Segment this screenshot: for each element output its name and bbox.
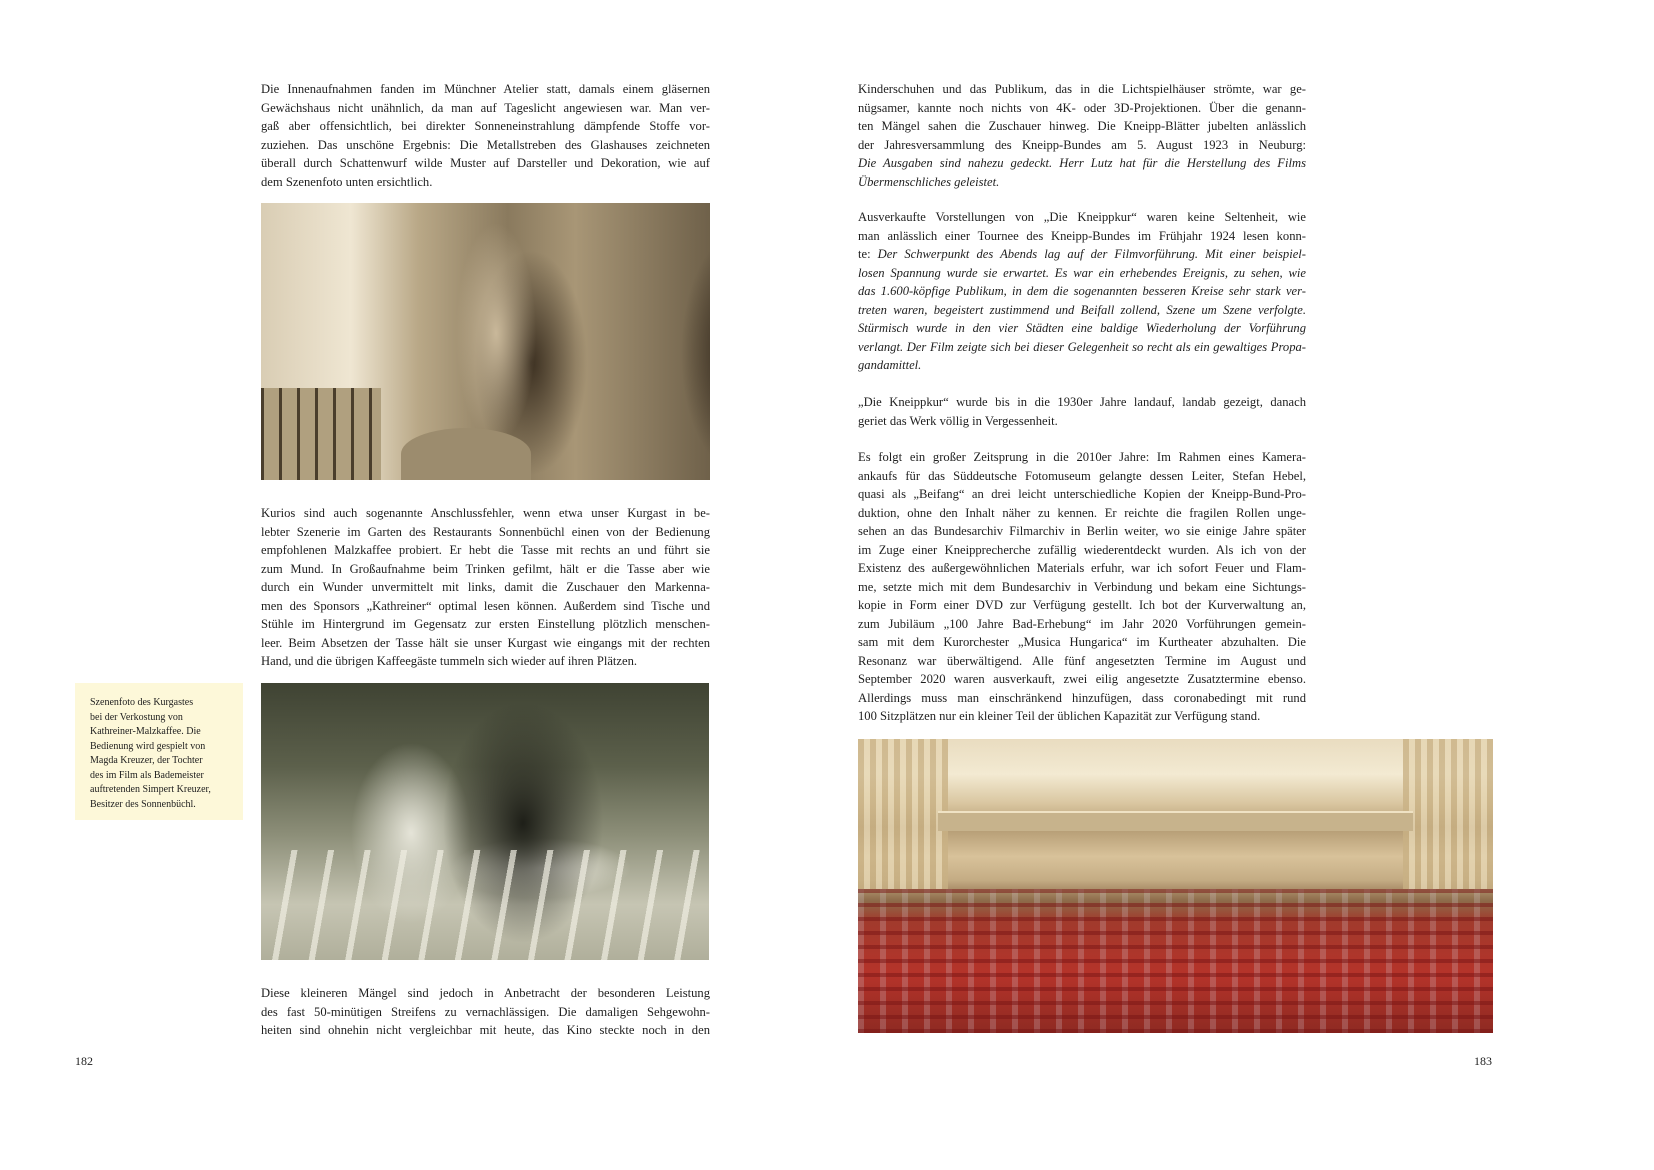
text-line: [858, 467, 1306, 486]
text-line: [858, 633, 1306, 652]
text-normal: Allerdings muss man einschränkend hinzufügen, dass coronabedingt mit rund: [858, 690, 1306, 705]
text-normal: Die Innenaufnahmen fanden im Münchner Atelier statt, damals einem gläsernen: [261, 82, 710, 96]
text-italic-quote: Der Schwerpunkt des Abends lag auf der Filmvorführung. Mit einer beispiel-: [877, 247, 1306, 261]
text-normal: sam mit dem Kurorchester „Musica Hungarica“ im Kurtheater abzuhalten. Die: [858, 635, 1306, 649]
text-line: [858, 227, 1306, 246]
scene-photo-cafe-garden: [261, 683, 709, 960]
caption-line: auftretenden Simpert Kreuzer,: [90, 784, 211, 795]
text-normal: lebter Szenerie im Garten des Restaurants Sonnenbüchl einen von der Bedienung: [261, 524, 710, 539]
page-number-left: 182: [75, 1054, 93, 1068]
caption-line: Szenenfoto des Kurgastes: [90, 697, 194, 708]
text-normal: gaß aber offensichtlich, bei direkter Sonneneinstrahlung dämpfende Stoffe vor-: [261, 119, 710, 133]
text-normal: Kurios sind auch sogenannte Anschlussfehler, wenn etwa unser Kurgast in be-: [261, 506, 710, 520]
text-line: [858, 615, 1306, 634]
text-normal: quasi als „Beifang“ an drei leicht unterschiedliche Kopien der Kneipp-Bund-Pro-: [858, 487, 1306, 501]
text-line: [858, 99, 1306, 118]
text-normal: nügsamer, kannte noch nichts von 4K- oder 3D-Projektionen. Über die genann-: [858, 100, 1306, 115]
text-line: [261, 1021, 710, 1040]
photo-kurtheater-auditorium: [858, 739, 1493, 1033]
text-line: [858, 541, 1306, 560]
text-line: [261, 652, 710, 671]
text-normal: dem Szenenfoto unten ersichtlich.: [261, 174, 433, 189]
text-line: [261, 597, 710, 616]
text-normal: „Die Kneippkur“ wurde bis in die 1930er Jahre landauf, landab gezeigt, danach: [858, 395, 1306, 409]
text-italic-quote: Übermenschliches geleistet.: [858, 174, 1000, 189]
photo-caption: [75, 683, 243, 820]
text-normal: der Jahresversammlung des Kneipp-Bundes am 5. August 1923 in Neuburg:: [858, 137, 1306, 152]
paragraph: [261, 984, 710, 1040]
page-number-right: 183: [1474, 1054, 1492, 1068]
text-normal: im Zuge einer Kneipprecherche zufällig wiederentdeckt wurden. Als ich von der: [858, 542, 1306, 557]
photo-detail: [401, 428, 531, 480]
text-normal: me, setzte mich mit dem Bundesarchiv in Verbindung und bekam eine Sichtungs-: [858, 579, 1306, 594]
text-line: [261, 523, 710, 542]
text-italic-quote: treten waren, begeistert zustimmend und Beifall zollend, Szene um Szene verfolgte.: [858, 302, 1306, 317]
text-line: [858, 264, 1306, 283]
text-normal: Es folgt ein großer Zeitsprung in die 2010er Jahre: Im Rahmen eines Kamera-: [858, 450, 1306, 464]
caption-line: des im Film als Bademeister: [90, 769, 204, 781]
text-line: [858, 301, 1306, 320]
text-line: [858, 578, 1306, 597]
paragraph: [858, 80, 1306, 191]
photo-detail: [261, 850, 709, 960]
text-line: [261, 80, 710, 99]
text-line: [858, 393, 1306, 412]
text-line: [858, 559, 1306, 578]
text-line: [858, 245, 1306, 264]
text-normal: ankaufs für das Süddeutsche Fotomuseum gelangte dessen Leiter, Stefan Hebel,: [858, 468, 1306, 483]
text-italic-quote: gandamittel.: [858, 358, 922, 372]
caption-line: Kathreiner-Malzkaffee. Die: [90, 726, 201, 737]
text-line: [261, 154, 710, 173]
text-line: [858, 448, 1306, 467]
text-normal: duktion, ohne den Inhalt näher zu kennen. Er reichte die fragilen Rollen unge-: [858, 505, 1306, 520]
text-normal: leer. Beim Absetzen der Tasse hält sie unser Kurgast wie eingangs mit der rechten: [261, 635, 710, 650]
text-line: [858, 670, 1306, 689]
text-line: [261, 173, 710, 192]
text-line: [858, 707, 1306, 726]
text-line: [858, 80, 1306, 99]
paragraph: [858, 448, 1306, 726]
paragraph: [858, 393, 1306, 430]
text-normal: des fast 50-minütigen Streifens zu vernachlässigen. Die damaligen Sehgewohn-: [261, 1004, 710, 1019]
text-normal: Kinderschuhen und das Publikum, das in die Lichtspielhäuser strömte, war ge-: [858, 82, 1306, 96]
text-line: [261, 560, 710, 579]
text-line: [261, 117, 710, 136]
text-line: [858, 652, 1306, 671]
text-normal: Existenz des außergewöhnlichen Materials erfuhr, war ich sofort Feuer und Flam-: [858, 561, 1306, 575]
text-line: [858, 117, 1306, 136]
text-line: [261, 578, 710, 597]
text-line: [858, 136, 1306, 155]
text-normal: kopie in Form einer DVD zur Verfügung gestellt. Ich bot der Kurverwaltung an,: [858, 598, 1306, 612]
caption-line: Besitzer des Sonnenbüchl.: [90, 798, 196, 810]
text-italic-quote: losen Spannung wurde sie erwartet. Es war ein erhebendes Ereignis, zu sehen, wie: [858, 265, 1306, 280]
text-line: [261, 615, 710, 634]
text-line: [858, 522, 1306, 541]
text-normal: Gewächshaus nicht unähnlich, da man auf Tageslicht angewiesen war. Man ver-: [261, 100, 710, 115]
text-line: [858, 356, 1306, 375]
text-normal: te:: [858, 247, 878, 261]
photo-detail: [858, 739, 948, 889]
photo-detail: [261, 388, 381, 480]
text-line: [261, 99, 710, 118]
paragraph: [261, 80, 710, 191]
text-normal: durch ein Wunder unvermittelt mit links, damit die Zuschauer den Markenna-: [261, 580, 710, 594]
paragraph: [858, 208, 1306, 375]
text-normal: Ausverkaufte Vorstellungen von „Die Kneippkur“ waren keine Seltenheit, wie: [858, 210, 1306, 224]
text-italic-quote: verlangt. Der Film zeigte sich bei dieser Gelegenheit so recht als ein gewaltiges Propa-: [858, 339, 1306, 354]
text-line: [261, 136, 710, 155]
text-normal: Stühle im Hintergrund im Gegensatz zur ersten Einstellung plötzlich menschen-: [261, 617, 710, 631]
photo-detail: [1403, 739, 1493, 889]
photo-detail: [938, 811, 1413, 831]
text-normal: men des Sponsors „Kathreiner“ optimal lesen können. Außerdem sind Tische und: [261, 598, 710, 613]
text-line: [261, 634, 710, 653]
text-line: [858, 504, 1306, 523]
text-normal: Diese kleineren Mängel sind jedoch in Anbetracht der besonderen Leistung: [261, 986, 710, 1000]
paragraph: [261, 504, 710, 671]
text-line: [858, 154, 1306, 173]
text-line: [261, 1003, 710, 1022]
text-normal: September 2020 waren ausverkauft, zwei eilig angesetzte Zusatztermine ebenso.: [858, 672, 1306, 686]
text-italic-quote: Die Ausgaben sind nahezu gedeckt. Herr Lutz hat für die Herstellung des Films: [858, 156, 1306, 170]
text-line: [858, 282, 1306, 301]
text-line: [858, 689, 1306, 708]
text-line: [261, 504, 710, 523]
text-normal: zum Jubiläum „100 Jahre Bad-Erhebung“ im Jahr 2020 Vorführungen gemein-: [858, 616, 1306, 631]
text-line: [858, 596, 1306, 615]
text-normal: Resonanz war überwältigend. Alle fünf angesetzten Termine im August und: [858, 653, 1306, 668]
text-normal: 100 Sitzplätzen nur ein kleiner Teil der üblichen Kapazität zur Verfügung stand.: [858, 709, 1261, 723]
photo-detail: [858, 889, 1493, 1033]
caption-line: bei der Verkostung von: [90, 711, 183, 723]
text-normal: Hand, und die übrigen Kaffeegäste tummeln sich wieder auf ihren Plätzen.: [261, 654, 638, 668]
text-line: [858, 412, 1306, 431]
text-normal: man anlässlich einer Tournee des Kneipp-Bundes im Frühjahr 1924 lesen konn-: [858, 228, 1306, 243]
text-line: [858, 173, 1306, 192]
text-normal: zum Mund. In Großaufnahme beim Trinken gefilmt, hält er die Tasse aber wie: [261, 561, 710, 576]
text-normal: überall durch Schattenwurf wilde Muster auf Darsteller und Dekoration, wie auf: [261, 156, 710, 170]
text-normal: sehen an das Bundesarchiv Filmarchiv in Berlin weiter, wo sie einige Jahre später: [858, 524, 1306, 538]
scene-photo-glasshouse-bath: [261, 203, 710, 480]
text-normal: zuziehen. Das unschöne Ergebnis: Die Metallstreben des Glashauses zeichneten: [261, 137, 710, 152]
text-italic-quote: das 1.600-köpfige Publikum, in dem die sogenannten besseren Kreise sehr stark ver-: [858, 284, 1306, 298]
text-normal: geriet das Werk völlig in Vergessenheit.: [858, 413, 1058, 428]
text-normal: ten Mängel sahen die Zuschauer hinweg. Die Kneipp-Blätter jubelten anlässlich: [858, 119, 1306, 133]
caption-line: Magda Kreuzer, der Tochter: [90, 755, 203, 766]
text-normal: heiten sind ohnehin nicht vergleichbar mit heute, das Kino steckte noch in den: [261, 1023, 710, 1037]
text-line: [858, 208, 1306, 227]
text-italic-quote: Stürmisch wurde in den vier Städten eine baldige Wiederholung der Vorführung: [858, 321, 1306, 335]
text-line: [261, 984, 710, 1003]
text-line: [858, 485, 1306, 504]
text-line: [858, 338, 1306, 357]
text-normal: empfohlenen Malzkaffee probiert. Er hebt die Tasse mit rechts an und führt sie: [261, 543, 710, 557]
caption-line: Bedienung wird gespielt von: [90, 740, 206, 752]
text-line: [858, 319, 1306, 338]
text-line: [261, 541, 710, 560]
